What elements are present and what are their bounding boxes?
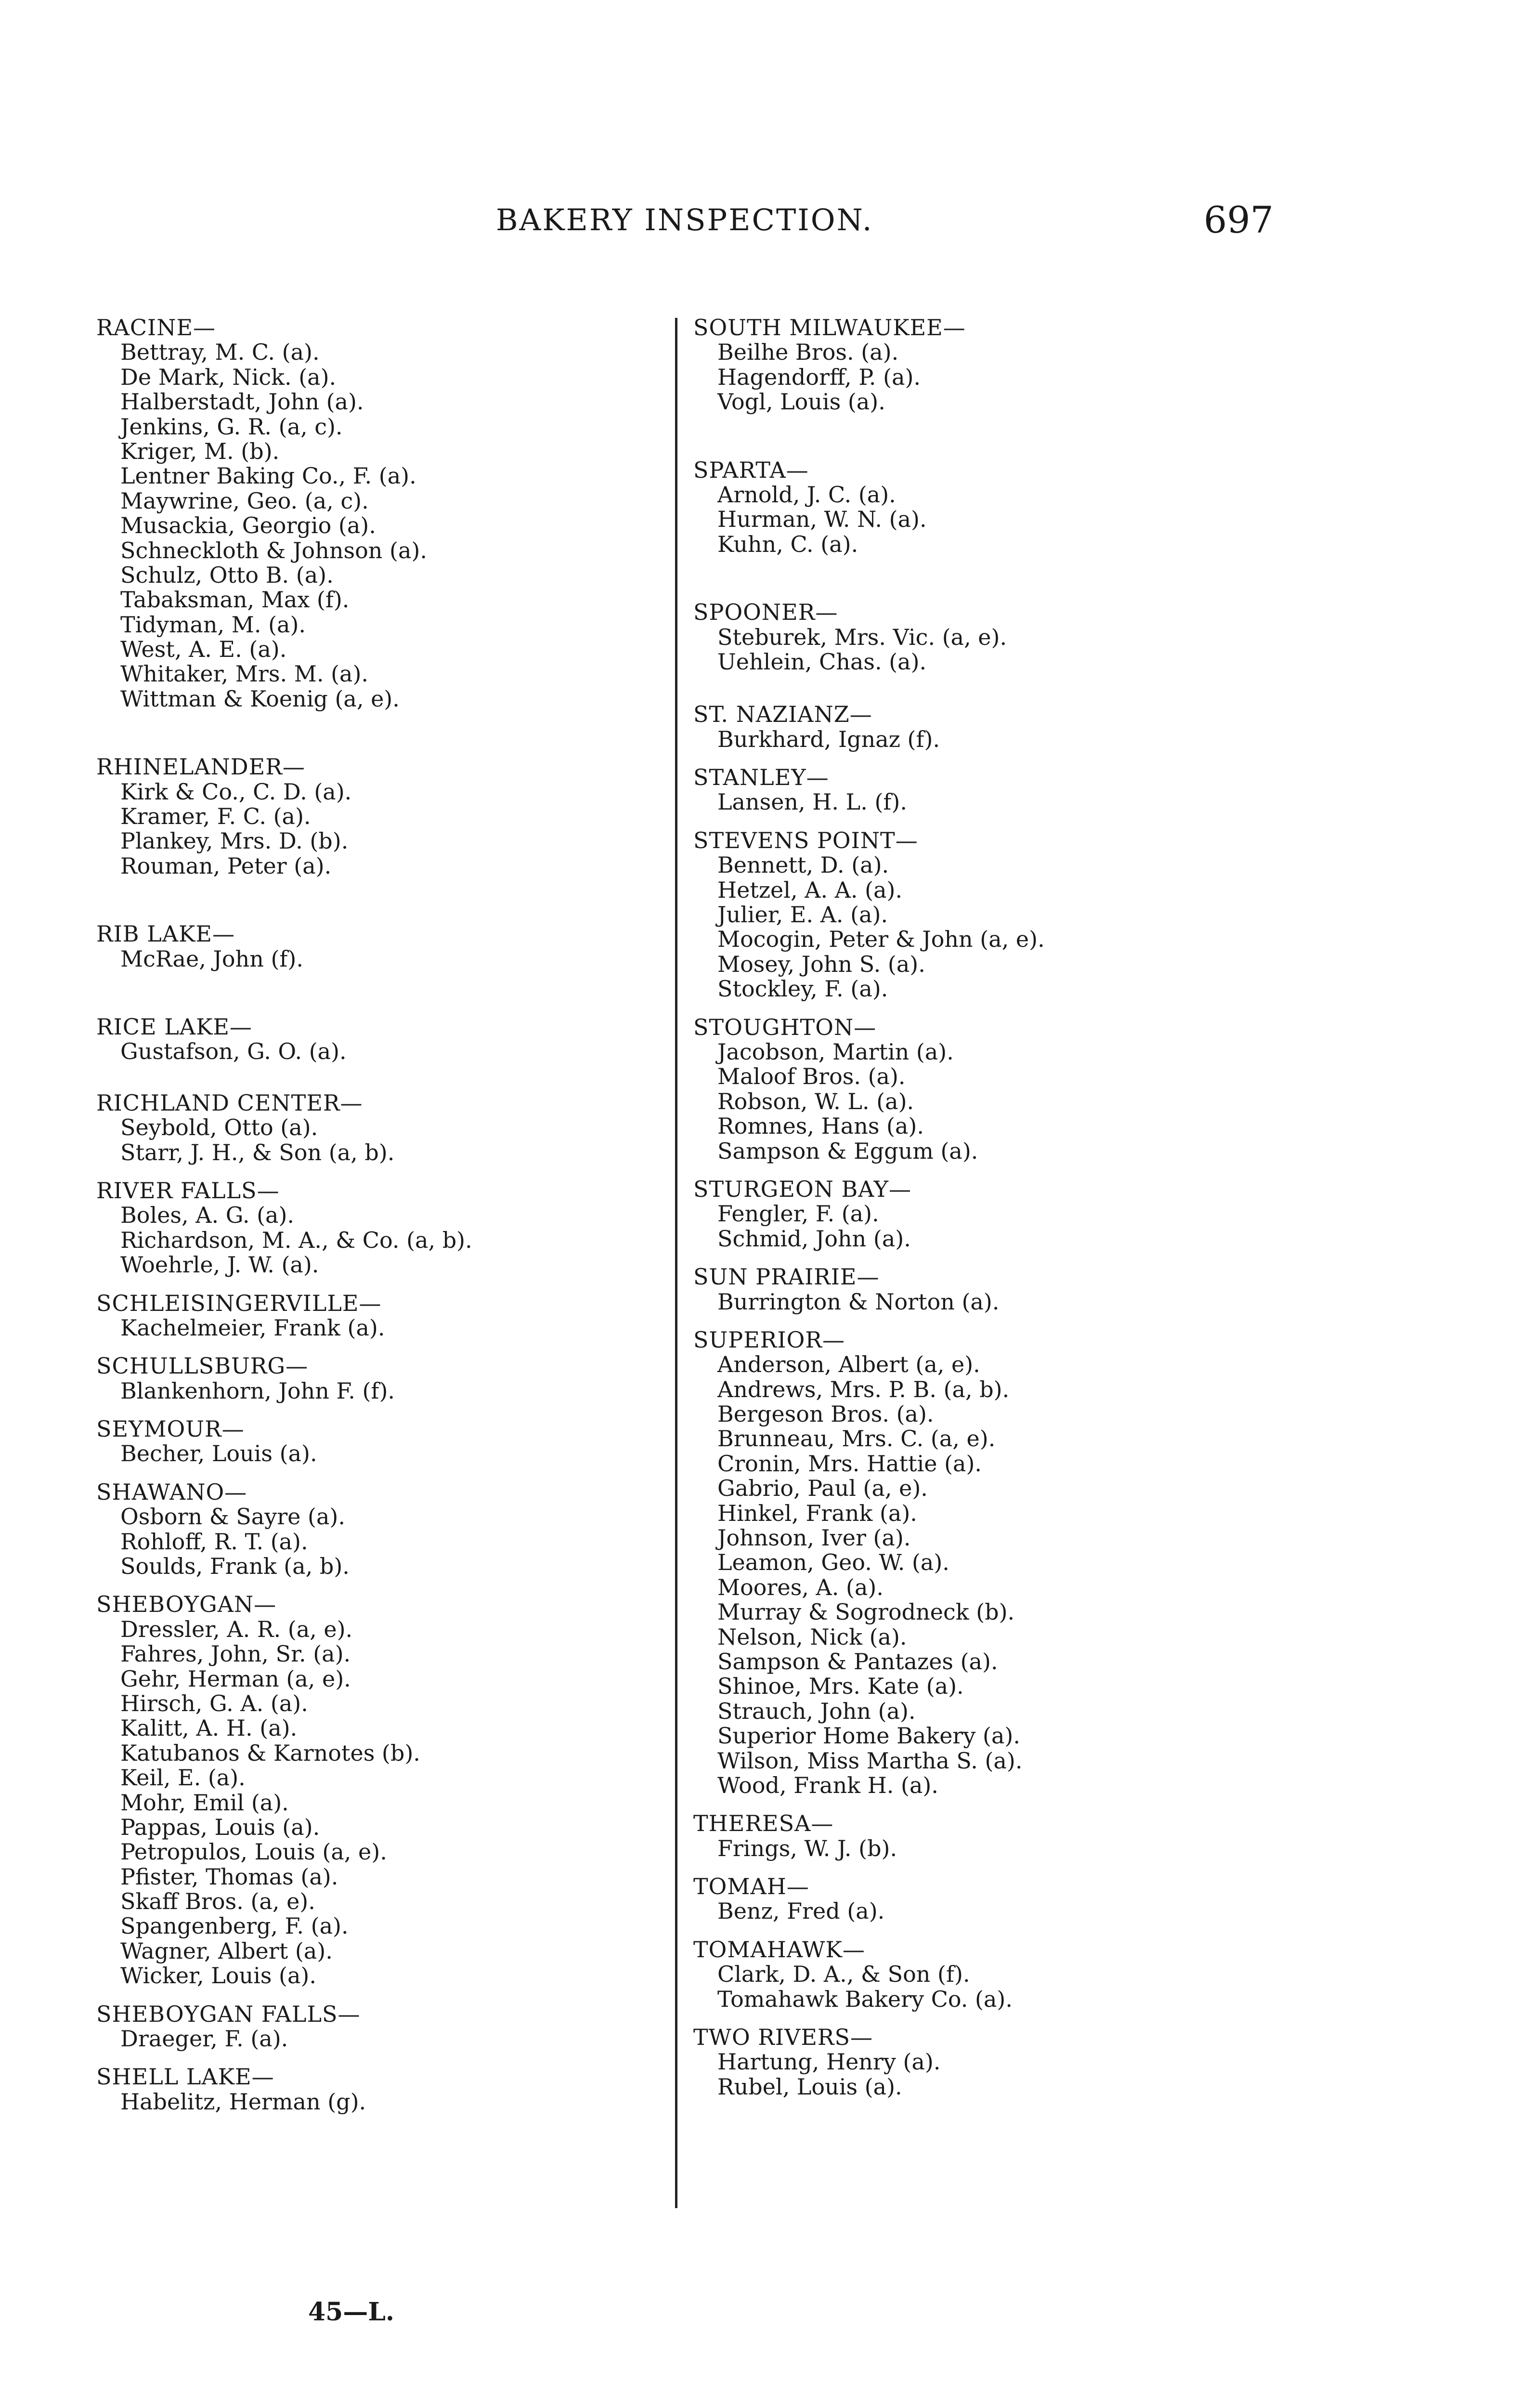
bakery-entry: Blankenhorn, John F. (f). [120,1377,395,1404]
bakery-entry: Sampson & Pantazes (a). [717,1648,998,1675]
place-heading: SHEBOYGAN FALLS— [96,2001,361,2027]
page-header [0,198,1533,250]
bakery-entry: Steburek, Mrs. Vic. (a, e). [717,624,1007,650]
place-heading: STURGEON BAY— [693,1176,912,1202]
bakery-entry: Rohloff, R. T. (a). [120,1528,308,1555]
bakery-entry: Hinkel, Frank (a). [717,1500,917,1526]
bakery-entry: Richardson, M. A., & Co. (a, b). [120,1227,472,1253]
bakery-entry: Moores, A. (a). [717,1574,883,1600]
place-section [693,702,1271,752]
bakery-entry: Hetzel, A. A. (a). [717,877,903,903]
bakery-entry: Maywrine, Geo. (a, c). [120,487,369,514]
place-heading: SHEBOYGAN— [96,1591,277,1618]
place-section [693,1811,1271,1861]
place-section [96,1015,674,1064]
bakery-entry: Arnold, J. C. (a). [717,481,896,508]
bakery-entry: Kachelmeier, Frank (a). [120,1314,385,1341]
place-heading: SCHULLSBURG— [96,1353,309,1379]
place-heading: SOUTH MILWAUKEE— [693,314,966,340]
bakery-entry: Hirsch, G. A. (a). [120,1690,308,1716]
bakery-entry: Cronin, Mrs. Hattie (a). [717,1450,982,1477]
place-section [693,1015,1271,1164]
bakery-entry: Keil, E. (a). [120,1765,246,1791]
bakery-entry: Gehr, Herman (a, e). [120,1665,351,1692]
place-section [96,2002,674,2052]
bakery-entry: Hartung, Henry (a). [717,2049,941,2075]
left-column [96,315,674,2114]
place-section [693,1328,1271,1798]
bakery-entry: Pfister, Thomas (a). [120,1863,338,1890]
place-heading: RICE LAKE— [96,1013,252,1040]
bakery-entry: Petropulos, Louis (a, e). [120,1839,387,1865]
bakery-entry: Vogl, Louis (a). [717,389,885,415]
bakery-entry: Osborn & Sayre (a). [120,1504,345,1530]
place-section [96,1417,674,1466]
bakery-entry: Jacobson, Martin (a). [717,1038,954,1065]
place-section [96,315,674,711]
bakery-entry: Rubel, Louis (a). [717,2073,902,2100]
bakery-entry: Burrington & Norton (a). [717,1288,1000,1315]
bakery-entry: Rouman, Peter (a). [120,852,332,879]
bakery-entry: Wilson, Miss Martha S. (a). [717,1747,1023,1774]
right-column [693,315,1271,2099]
bakery-entry: Kramer, F. C. (a). [120,803,311,830]
bakery-entry: Soulds, Frank (a, b). [120,1553,350,1580]
place-section [693,315,1271,415]
bakery-entry: Uehlein, Chas. (a). [717,648,927,675]
bakery-entry: Johnson, Iver (a). [717,1525,911,1551]
bakery-entry: Schneckloth & Johnson (a). [120,537,427,563]
bakery-entry: Andrews, Mrs. P. B. (a, b). [717,1376,1010,1402]
place-heading: RIB LAKE— [96,921,235,947]
bakery-entry: Tomahawk Bakery Co. (a). [717,1986,1013,2012]
bakery-entry: Tidyman, M. (a). [120,611,306,638]
place-heading: THERESA— [693,1810,834,1837]
place-section [693,1265,1271,1314]
bakery-entry: McRae, John (f). [120,945,303,972]
place-section [693,765,1271,815]
bakery-entry: Hagendorff, P. (a). [717,364,921,390]
bakery-entry: Habelitz, Herman (g). [120,2088,366,2115]
bakery-entry: Bennett, D. (a). [717,852,889,878]
place-section [96,1480,674,1579]
bakery-entry: Gabrio, Paul (a, e). [717,1475,928,1502]
place-heading: RIVER FALLS— [96,1177,280,1204]
bakery-entry: Clark, D. A., & Son (f). [717,1961,970,1988]
bakery-entry: Bergeson Bros. (a). [717,1401,934,1427]
place-heading: TOMAH— [693,1873,809,1900]
bakery-entry: Robson, W. L. (a). [717,1088,914,1114]
place-heading: SHELL LAKE— [96,2064,274,2090]
place-section [693,1874,1271,1924]
bakery-entry: Lansen, H. L. (f). [717,789,907,815]
bakery-entry: Dressler, A. R. (a, e). [120,1616,353,1642]
place-section [693,828,1271,1002]
bakery-entry: Kuhn, C. (a). [717,531,858,557]
place-heading: RICHLAND CENTER— [96,1089,363,1116]
bakery-entry: Starr, J. H., & Son (a, b). [120,1139,395,1165]
bakery-entry: Mocogin, Peter & John (a, e). [717,926,1045,953]
bakery-entry: Boles, A. G. (a). [120,1202,295,1229]
bakery-entry: Spangenberg, F. (a). [120,1913,349,1939]
bakery-entry: Benz, Fred (a). [717,1898,885,1924]
bakery-entry: Draeger, F. (a). [120,2026,288,2052]
signature-mark: 45—L. [308,2297,395,2327]
bakery-entry: Shinoe, Mrs. Kate (a). [717,1673,964,1700]
bakery-entry: Jenkins, G. R. (a, c). [120,413,343,440]
place-section [96,1091,674,1165]
place-section [693,600,1271,674]
place-heading: SUPERIOR— [693,1326,845,1353]
place-section [96,1354,674,1403]
place-heading: STOUGHTON— [693,1014,877,1040]
bakery-entry: Whitaker, Mrs. M. (a). [120,661,369,687]
place-section [96,922,674,971]
bakery-entry: Stockley, F. (a). [717,976,888,1002]
place-heading: SEYMOUR— [96,1416,245,1442]
bakery-entry: Julier, E. A. (a). [717,902,888,928]
page-number: 697 [1204,198,1274,241]
bakery-entry: Burkhard, Ignaz (f). [717,726,940,752]
bakery-entry: Brunneau, Mrs. C. (a, e). [717,1426,996,1452]
bakery-entry: Mosey, John S. (a). [717,951,925,977]
bakery-entry: Fengler, F. (a). [717,1201,879,1227]
bakery-entry: Superior Home Bakery (a). [717,1723,1020,1749]
bakery-entry: Sampson & Eggum (a). [717,1138,978,1164]
bakery-entry: Maloof Bros. (a). [717,1063,906,1090]
place-heading: RACINE— [96,314,216,340]
bakery-entry: Nelson, Nick (a). [717,1623,907,1650]
bakery-entry: Gustafson, G. O. (a). [120,1038,347,1065]
running-title: BAKERY INSPECTION. [496,202,873,237]
bakery-entry: Romnes, Hans (a). [717,1113,924,1139]
place-section [96,1291,674,1341]
place-heading: SPOONER— [693,599,838,626]
bakery-entry: Murray & Sogrodneck (b). [717,1599,1015,1625]
place-heading: SHAWANO— [96,1479,247,1505]
bakery-entry: Strauch, John (a). [717,1698,916,1724]
place-section [96,755,674,878]
place-heading: TOMAHAWK— [693,1936,865,1963]
bakery-entry: Kirk & Co., C. D. (a). [120,778,352,805]
place-section [96,2065,674,2114]
bakery-entry: Frings, W. J. (b). [717,1835,897,1861]
bakery-entry: Becher, Louis (a). [120,1440,317,1467]
bakery-entry: Leamon, Geo. W. (a). [717,1549,949,1576]
place-heading: SPARTA— [693,457,809,483]
bakery-entry: De Mark, Nick. (a). [120,364,337,390]
bakery-entry: Mohr, Emil (a). [120,1789,289,1816]
bakery-entry: Plankey, Mrs. D. (b). [120,828,349,854]
bakery-entry: Schulz, Otto B. (a). [120,562,334,588]
bakery-entry: Fahres, John, Sr. (a). [120,1641,351,1667]
bakery-entry: Seybold, Otto (a). [120,1114,318,1141]
bakery-entry: Anderson, Albert (a, e). [717,1351,980,1378]
place-section [693,1177,1271,1251]
bakery-entry: Kriger, M. (b). [120,438,280,464]
bakery-entry: Wood, Frank H. (a). [717,1772,938,1798]
bakery-entry: Schmid, John (a). [717,1225,911,1252]
place-heading: STEVENS POINT— [693,827,918,853]
bakery-entry: Halberstadt, John (a). [120,389,364,415]
bakery-entry: Skaff Bros. (a, e). [120,1888,315,1915]
bakery-entry: West, A. E. (a). [120,636,287,663]
place-heading: ST. NAZIANZ— [693,701,872,728]
bakery-entry: Beilhe Bros. (a). [717,339,899,366]
place-heading: TWO RIVERS— [693,2024,873,2051]
place-section [693,2025,1271,2099]
bakery-entry: Kalitt, A. H. (a). [120,1715,298,1741]
place-section [693,458,1271,557]
bakery-entry: Musackia, Georgio (a). [120,512,376,539]
bakery-entry: Katubanos & Karnotes (b). [120,1740,420,1766]
bakery-entry: Lentner Baking Co., F. (a). [120,463,416,489]
bakery-entry: Hurman, W. N. (a). [717,506,927,533]
place-section [693,1937,1271,2012]
place-section [96,1592,674,1988]
bakery-entry: Woehrle, J. W. (a). [120,1252,319,1278]
bakery-entry: Tabaksman, Max (f). [120,587,350,613]
place-heading: STANLEY— [693,764,829,791]
bakery-entry: Pappas, Louis (a). [120,1814,320,1840]
bakery-entry: Wagner, Albert (a). [120,1937,333,1964]
column-divider [675,318,677,2208]
bakery-entry: Wittman & Koenig (a, e). [120,685,400,712]
place-section [96,1178,674,1278]
bakery-entry: Wicker, Louis (a). [120,1963,316,1989]
place-heading: SUN PRAIRIE— [693,1264,880,1290]
bakery-entry: Bettray, M. C. (a). [120,339,320,366]
place-heading: RHINELANDER— [96,754,305,780]
place-heading: SCHLEISINGERVILLE— [96,1290,382,1316]
